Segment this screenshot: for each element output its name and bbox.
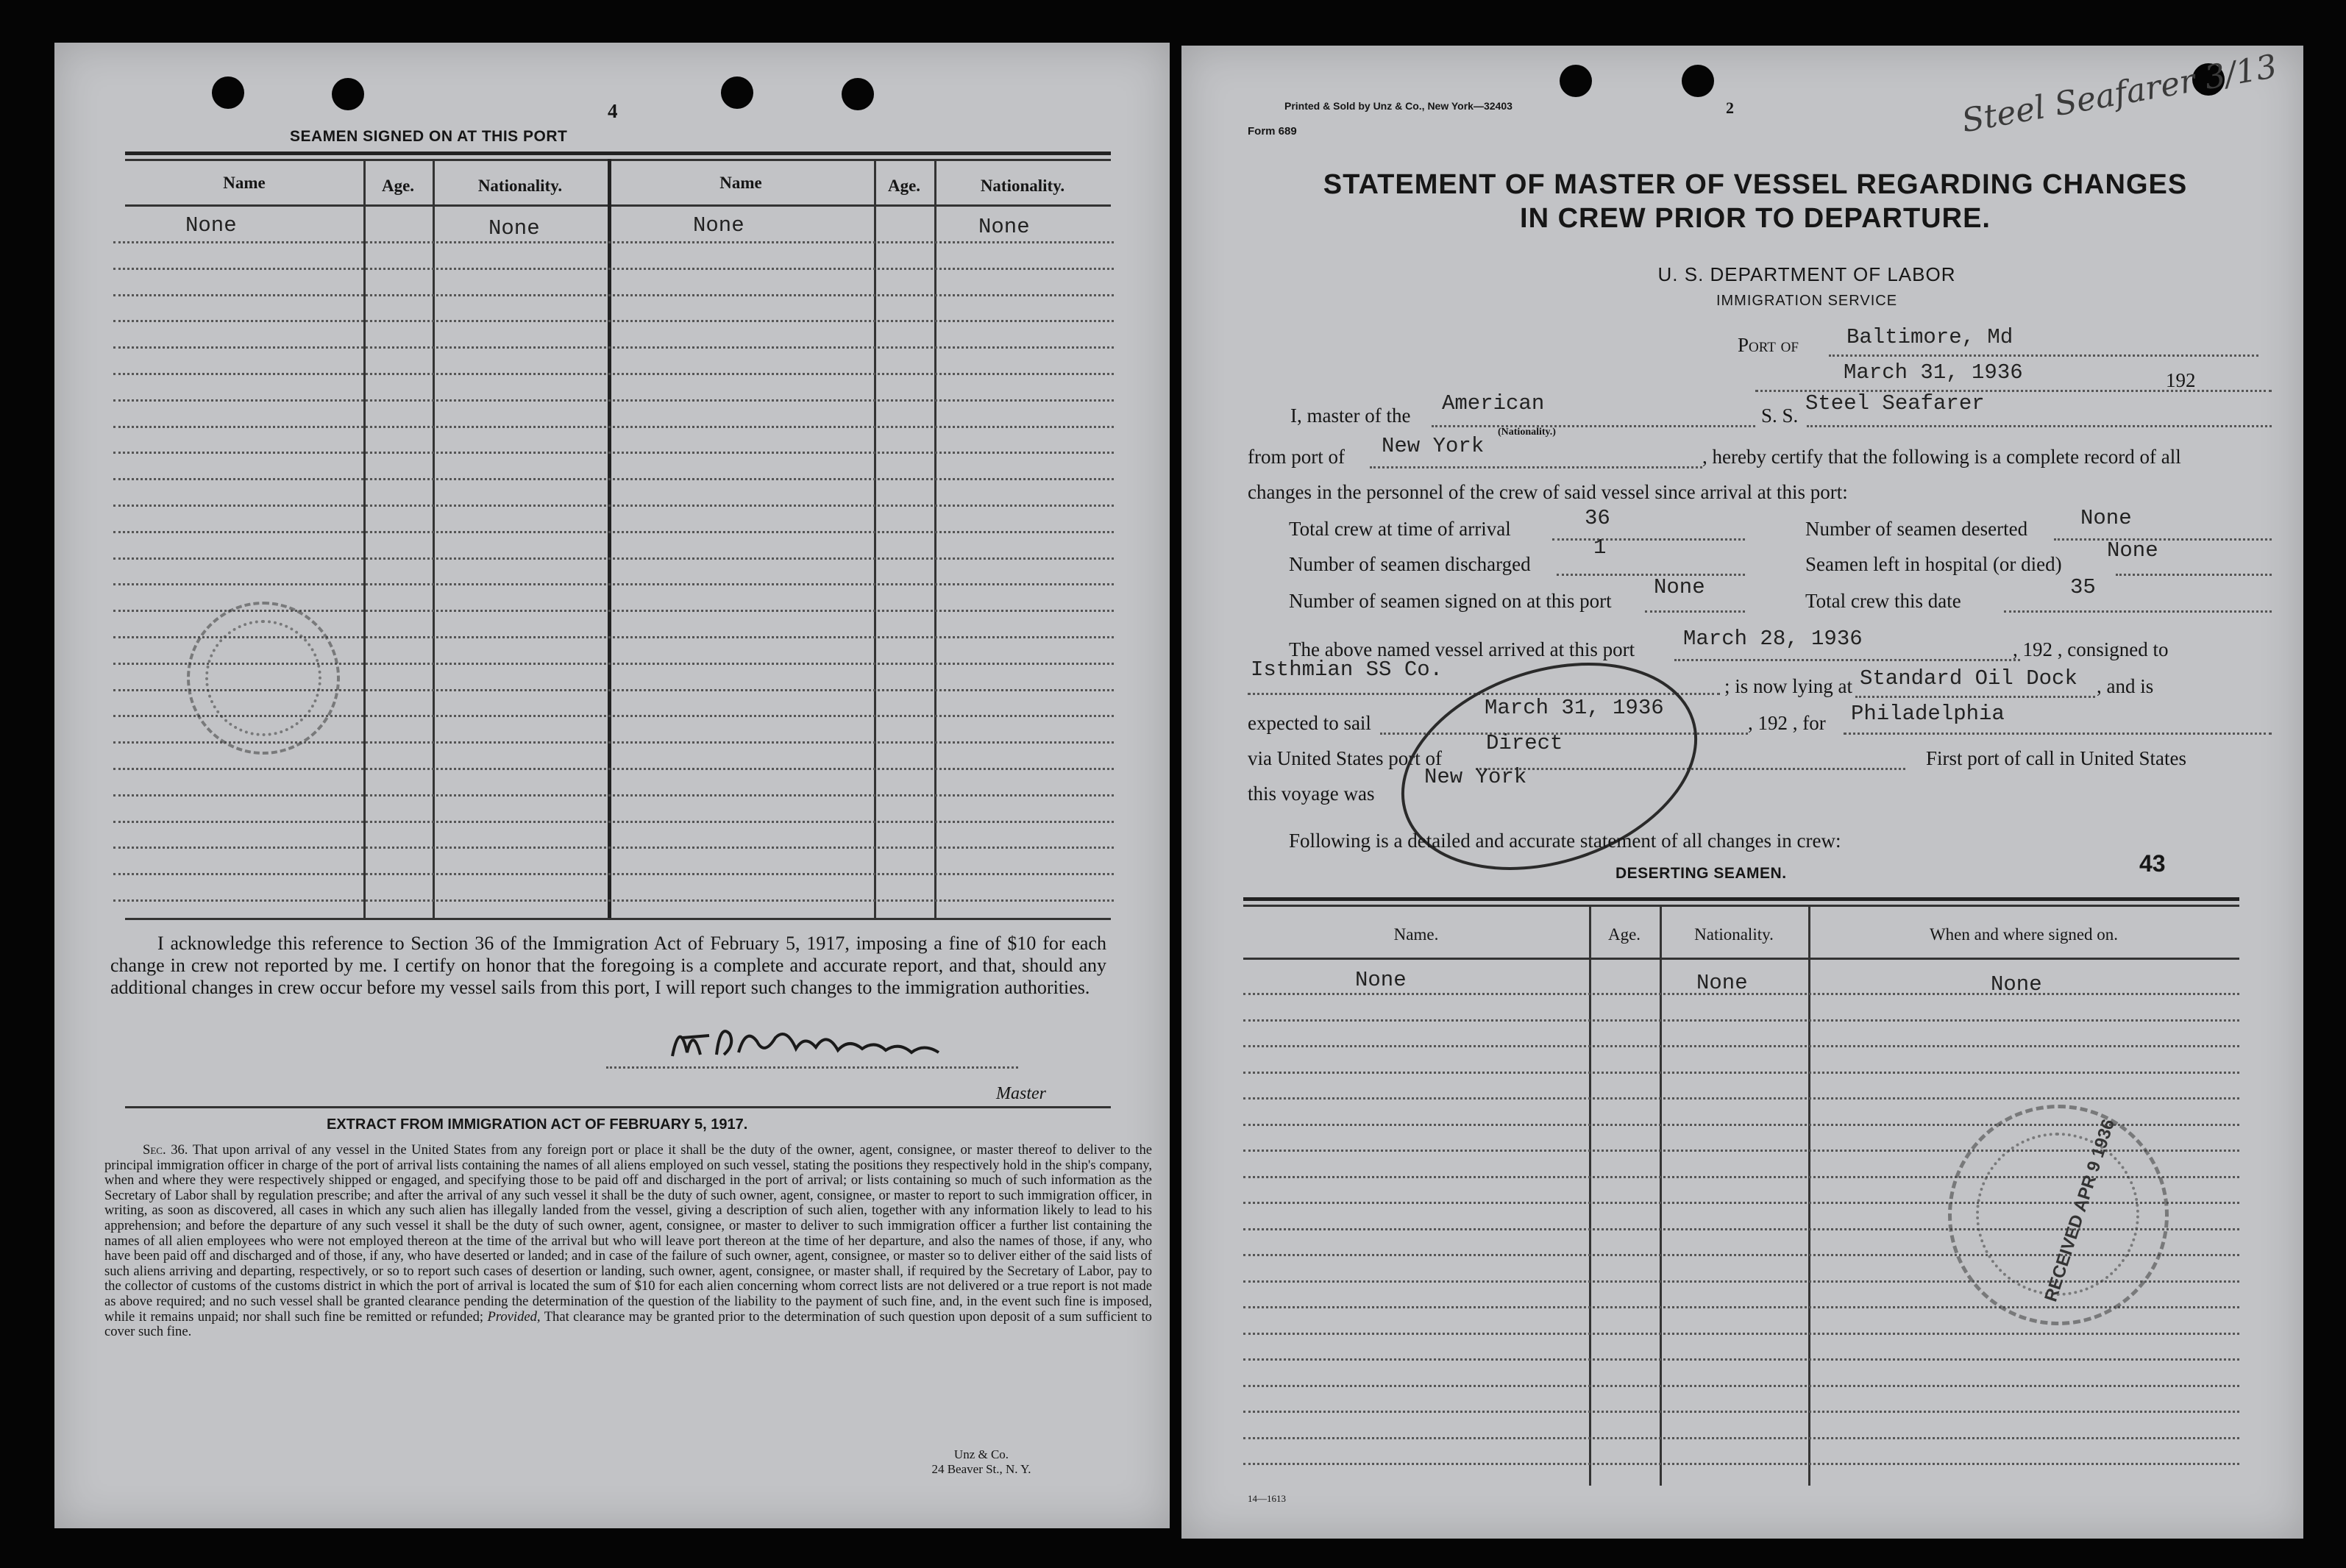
expected-value: March 31, 1936 [1485, 696, 1664, 720]
punch-hole [842, 78, 874, 110]
column-header-name: Name [719, 174, 762, 192]
punch-hole [332, 78, 364, 110]
page-number: 4 [608, 100, 618, 122]
column-divider-center [608, 159, 611, 918]
table-header-rule [125, 204, 1111, 207]
hospital-value: None [2107, 538, 2158, 563]
table-rule-line [113, 373, 1114, 375]
table-rule-line [113, 531, 1114, 533]
page-number: 2 [1726, 99, 1734, 117]
column-header-nationality: Nationality. [980, 177, 1065, 195]
field-line [1807, 425, 2272, 427]
field-line [1829, 354, 2258, 357]
right-page [1181, 46, 2303, 1539]
table-rule-line [113, 768, 1114, 770]
number-mark: 43 [2139, 850, 2166, 877]
page-title: SEAMEN SIGNED ON AT THIS PORT [290, 128, 568, 145]
section-36-text [104, 1143, 1152, 1340]
field-line [2054, 538, 2272, 541]
year-for-label: , 192 , for [1748, 712, 1826, 734]
table-rule-line [113, 241, 1114, 243]
printer-line: Printed & Sold by Unz & Co., New York—32403 [1284, 100, 1513, 112]
cell-name: None [693, 213, 744, 238]
and-is-label: , and is [2097, 675, 2154, 697]
cell-name: None [185, 213, 237, 238]
cell-nationality: None [978, 215, 1030, 239]
table-rule-line [113, 426, 1114, 428]
lying-label: ; is now lying at [1724, 675, 1852, 697]
column-header-age: Age. [1607, 925, 1641, 944]
nationality-caption: (Nationality.) [1498, 427, 1556, 438]
column-divider [1660, 905, 1662, 1486]
master-of-label: I, master of the [1290, 405, 1411, 427]
total-crew-arrival-value: 36 [1585, 506, 1610, 530]
certify-text: , hereby certify that the following is a complete record of all [1702, 446, 2181, 468]
table-rule-line [1243, 993, 2239, 995]
table-rule-line [113, 899, 1114, 902]
left-page [54, 43, 1170, 1528]
field-line [1855, 696, 2095, 698]
table-top-rule [1243, 905, 2239, 907]
column-divider [874, 159, 876, 918]
service-name: IMMIGRATION SERVICE [1716, 293, 1898, 309]
port-label: Port of [1738, 334, 1799, 356]
deserting-title: DESERTING SEAMEN. [1615, 865, 1787, 882]
cell-nationality: None [1696, 971, 1748, 995]
printer-address: 24 Beaver St., N. Y. [931, 1462, 1031, 1476]
deserted-value: None [2080, 506, 2132, 530]
field-line [1552, 538, 1745, 541]
table-rule-line [1243, 1097, 2239, 1100]
section-label: Sec. 36. [143, 1142, 188, 1158]
via-value: Direct [1486, 731, 1563, 755]
table-top-rule [125, 159, 1111, 161]
vessel-name: Steel Seafarer [1805, 391, 1985, 416]
column-header-age: Age. [381, 177, 415, 195]
total-crew-date-value: 35 [2070, 575, 2096, 599]
field-line [2004, 610, 2272, 613]
consignee-value: Isthmian SS Co. [1251, 658, 1443, 682]
punch-hole [721, 76, 753, 109]
field-line [1674, 659, 2020, 661]
table-rule-line [1243, 1333, 2239, 1335]
table-rule-line [1243, 1411, 2239, 1413]
column-header-name: Name [223, 174, 266, 192]
table-rule-line [113, 452, 1114, 454]
field-line [1645, 610, 1745, 613]
extract-tail: That clearance may be granted prior to the determination of such question upon deposit of a sum sufficient to cover such fine. [104, 1308, 1152, 1340]
footer-code: 14—1613 [1248, 1493, 1286, 1504]
table-rule-line [113, 268, 1114, 270]
table-rule-line [113, 320, 1114, 322]
table-rule-line [1243, 1385, 2239, 1387]
column-header-name: Name. [1393, 925, 1439, 944]
form-number: Form 689 [1248, 125, 1297, 138]
table-rule-line [113, 478, 1114, 480]
table-rule-line [113, 583, 1114, 585]
table-rule-line [113, 821, 1114, 823]
cell-signed-on: None [1991, 972, 2042, 997]
from-port-value: New York [1382, 434, 1485, 458]
official-seal [205, 620, 321, 736]
column-divider [1589, 905, 1591, 1486]
column-divider [363, 159, 366, 918]
table-rule-line [1243, 1437, 2239, 1439]
table-rule-line [113, 794, 1114, 797]
table-top-rule [1243, 897, 2239, 901]
table-rule-line [1243, 1045, 2239, 1047]
field-line [1432, 425, 1755, 427]
punch-hole [1560, 65, 1592, 97]
table-rule-line [1243, 1463, 2239, 1465]
deserted-label: Number of seamen deserted [1805, 518, 2028, 540]
signed-on-value: None [1654, 575, 1705, 599]
extract-title: EXTRACT FROM IMMIGRATION ACT OF FEBRUARY 5, 1917. [327, 1116, 748, 1133]
provided-word: Provided, [487, 1308, 541, 1325]
column-divider [934, 159, 936, 918]
table-top-rule [125, 152, 1111, 155]
changes-text: changes in the personnel of the crew of said vessel since arrival at this port: [1248, 481, 1848, 503]
via-label: via United States port of [1248, 747, 1442, 769]
column-header-signed-on: When and where signed on. [1929, 925, 2119, 944]
hand-drawn-oval [1380, 649, 1718, 891]
column-header-nationality: Nationality. [477, 177, 563, 195]
field-line [1557, 574, 1745, 576]
punch-hole [212, 76, 244, 109]
field-line [2116, 574, 2272, 576]
table-rule-line [113, 505, 1114, 507]
discharged-label: Number of seamen discharged [1289, 553, 1531, 575]
cell-nationality: None [488, 216, 540, 240]
nationality-value: American [1442, 391, 1545, 416]
table-rule-line [113, 873, 1114, 875]
total-crew-arrival-label: Total crew at time of arrival [1289, 518, 1511, 540]
department-name: U. S. DEPARTMENT OF LABOR [1657, 263, 1956, 285]
column-header-nationality: Nationality. [1694, 925, 1774, 944]
arrived-label: The above named vessel arrived at this port [1289, 638, 1635, 660]
table-rule-line [113, 346, 1114, 349]
form-title: STATEMENT OF MASTER OF VESSEL REGARDING CHANGES [1323, 169, 2188, 200]
master-label: Master [996, 1084, 1046, 1103]
cell-name: None [1355, 968, 1407, 992]
field-line [1370, 466, 1702, 468]
received-stamp-text: RECEIVED APR 9 1936 [2041, 1116, 2119, 1305]
acknowledgment-paragraph: I acknowledge this reference to Section 36 of the Immigration Act of February 5, 1917, imposing a fine of $10 for each change in crew not reported by me. I certify on honor that the foregoing is a complete and accurate report, and that, should any additional changes in crew occur before my vessel sails from this port, I will report such changes to the immigration authorities. [110, 933, 1106, 998]
voyage-label: this voyage was [1248, 783, 1375, 805]
hospital-label: Seamen left in hospital (or died) [1805, 553, 2062, 575]
master-signature [665, 1012, 974, 1071]
field-line [1844, 733, 2272, 735]
section-divider [125, 1106, 1111, 1108]
lying-value: Standard Oil Dock [1860, 666, 2077, 691]
printer-name: Unz & Co. [953, 1447, 1009, 1461]
consigned-label: , 192 , consigned to [2013, 638, 2169, 660]
expected-label: expected to sail [1248, 712, 1371, 734]
from-port-label: from port of [1248, 446, 1345, 468]
table-bottom-rule [125, 918, 1111, 920]
column-divider [433, 159, 435, 918]
table-rule-line [113, 847, 1114, 849]
table-header-rule [1243, 958, 2239, 960]
year-suffix: 192 [2166, 369, 2196, 391]
date-value: March 31, 1936 [1844, 360, 2023, 385]
port-value: Baltimore, Md [1846, 325, 2013, 349]
signed-on-label: Number of seamen signed on at this port [1289, 590, 1612, 612]
column-divider [1808, 905, 1810, 1486]
handwritten-note: Steel Seafarer 3/13 [1958, 47, 2280, 140]
table-rule-line [113, 557, 1114, 560]
table-rule-line [1243, 1072, 2239, 1074]
table-rule-line [113, 294, 1114, 296]
discharged-value: 1 [1593, 535, 1607, 560]
arrived-value: March 28, 1936 [1683, 627, 1863, 651]
column-header-age: Age. [887, 177, 921, 195]
table-rule-line [113, 399, 1114, 402]
following-label: Following is a detailed and accurate statement of all changes in crew: [1289, 830, 1841, 852]
table-rule-line [1243, 1019, 2239, 1022]
ss-label: S. S. [1761, 405, 1799, 427]
extract-body: That upon arrival of any vessel in the United States from any foreign port or place it shall be the duty of the owner, agent, consignee, or master thereof to deliver to the principal immigration officer in charge of the port of arrival lists containing the names of all aliens employed on such vessel, stating the positions they respectively hold in the ship's company, when and where they were respectively shipped or engaged, and specifying those to be paid off and discharged in the port of arrival; or lists containing so much of such information as the Secretary of Labor shall by regulation prescribe; and after the arrival of any such vessel it shall be the duty of such owner, agent, consignee, or master to report to such immigration officer, in writing, as soon as discovered, all cases in which any such alien has illegally landed from the vessel, giving a description of such alien, together with any information likely to lead to his apprehension; and before the departure of any such vessel it shall be the duty of such owner, agent, consignee, or master to deliver to such immigration officer a further list containing the names of all alien employees who were not employed thereon at the time of the arrival but who will leave port thereon at the time of her departure, and also the names of those, if any, who have been paid off and discharged and of those, if any, who have deserted or landed; and in case of the failure of such owner, agent, consignee, or master so to deliver either of the said lists of such aliens arriving and departing, respectively, or so to report such cases of desertion or landing, such owner, agent, consignee, or master shall, if required by the Secretary of Labor, pay to the collector of customs of the customs district in which the port of arrival is located the sum of $10 for each alien concerning whom correct lists are not delivered or a true report is not made as above required; and no such vessel shall be granted clearance pending the determination of the question of the liability to the payment of such fine, and, in the event such fine is imposed, while it remains unpaid; nor shall such fine be remitted or refunded; [104, 1142, 1152, 1325]
voyage-value: New York [1424, 765, 1527, 789]
form-title: IN CREW PRIOR TO DEPARTURE. [1520, 203, 1991, 234]
destination-value: Philadelphia [1851, 702, 2005, 726]
total-crew-date-label: Total crew this date [1805, 590, 1961, 612]
punch-hole [1682, 65, 1714, 97]
first-port-label: First port of call in United States [1926, 747, 2186, 769]
table-rule-line [1243, 1358, 2239, 1361]
